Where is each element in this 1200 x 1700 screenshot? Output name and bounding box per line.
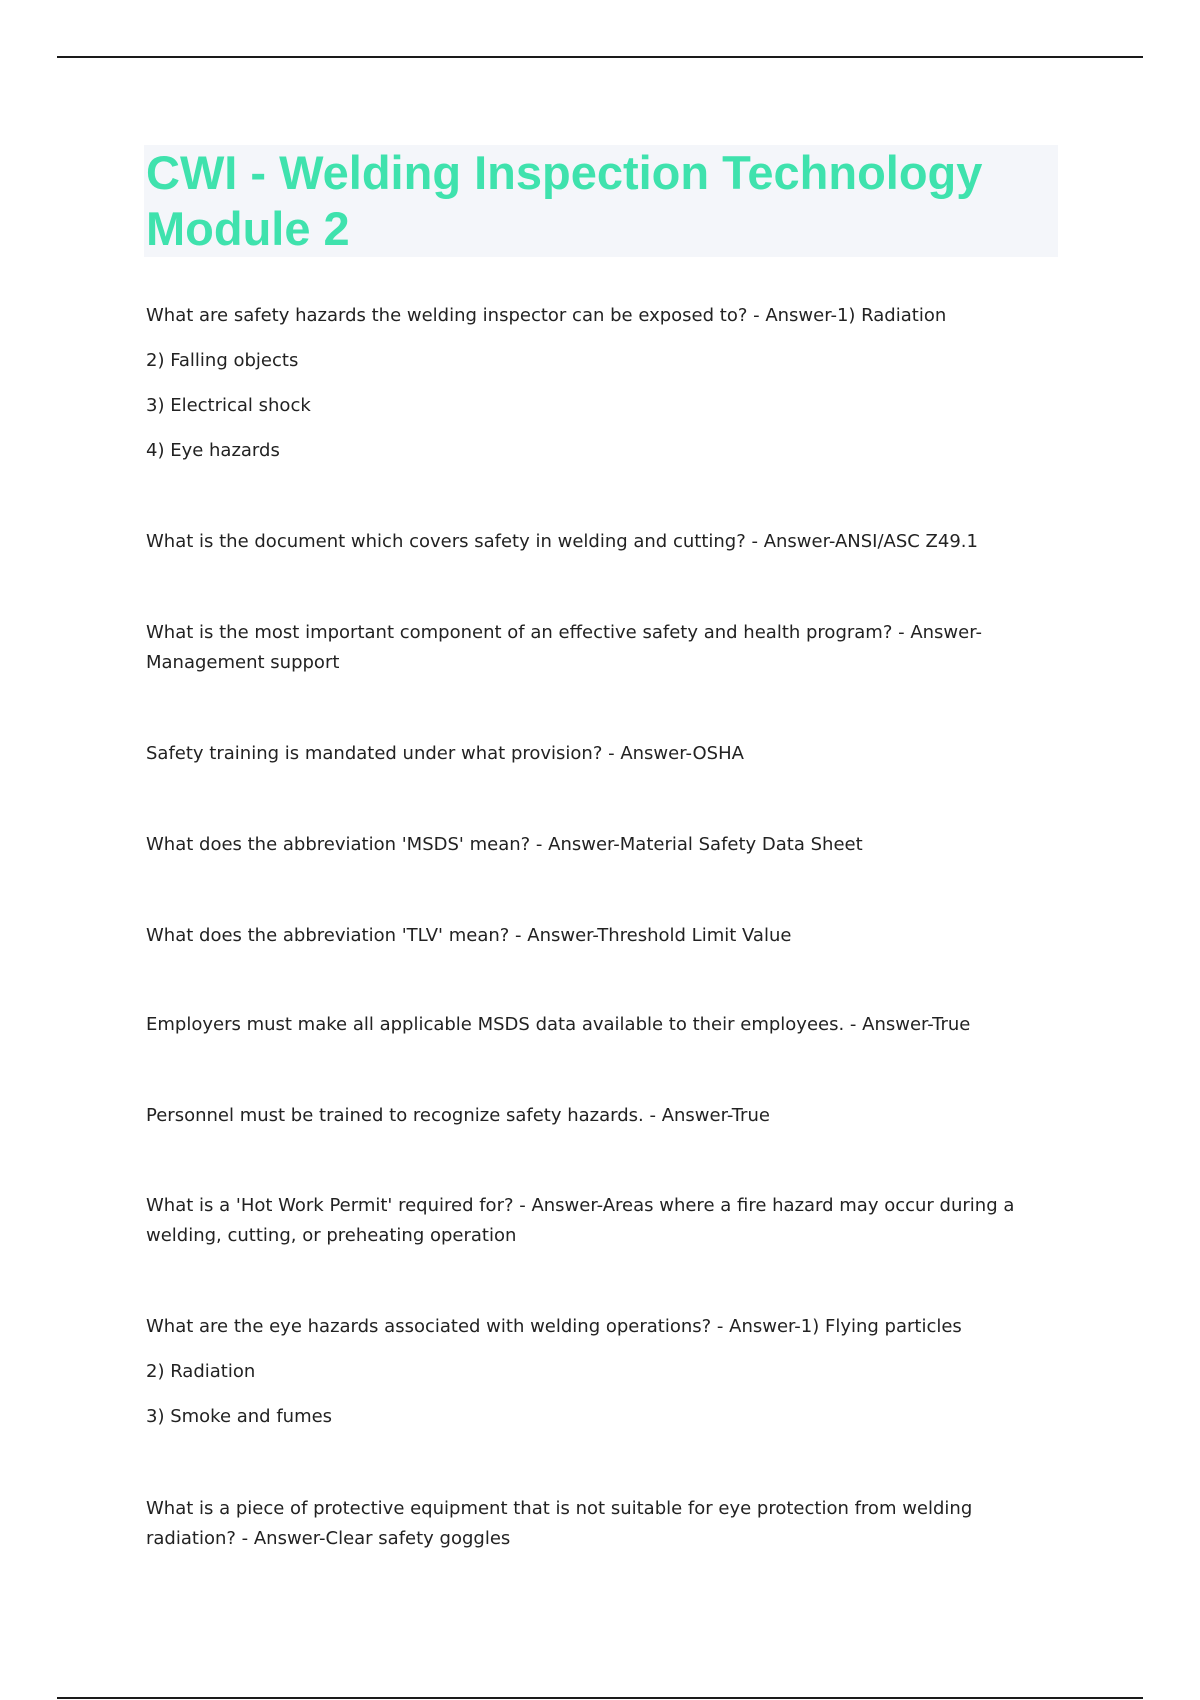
question-text: What does the abbreviation 'TLV' mean? - Answer-Threshold Limit Value — [146, 925, 792, 946]
title-banner — [144, 145, 1058, 257]
question-text: What is a piece of protective equipment that is not suitable for eye protection from welding — [146, 1498, 973, 1519]
qa-block-9 — [146, 1191, 1046, 1251]
qa-block-8 — [146, 1101, 1046, 1131]
top-rule — [57, 56, 1143, 58]
qa-block-6 — [146, 921, 1046, 951]
qa-block-3 — [146, 618, 1046, 678]
bottom-rule — [57, 1697, 1143, 1699]
question-text: What is the document which covers safety in welding and cutting? - Answer-ANSI/ASC Z49.1 — [146, 531, 978, 552]
qa-block-11 — [146, 1494, 1046, 1554]
qa-block-1 — [146, 301, 1046, 481]
answer-list-item: 2) Radiation — [146, 1361, 256, 1382]
question-text: What is the most important component of an effective safety and health program? - Answer- — [146, 622, 982, 643]
title-line-1: CWI - Welding Inspection Technology — [146, 146, 983, 199]
answer-list-item: 3) Electrical shock — [146, 395, 311, 416]
question-text: What are safety hazards the welding inspector can be exposed to? - Answer-1) Radiation — [146, 305, 947, 326]
question-text: Employers must make all applicable MSDS data available to their employees. - Answer-True — [146, 1014, 971, 1035]
answer-list-item: 4) Eye hazards — [146, 440, 280, 461]
qa-block-10 — [146, 1312, 1046, 1447]
qa-block-5 — [146, 830, 1046, 860]
answer-list-item: 2) Falling objects — [146, 350, 299, 371]
answer-list-item: 3) Smoke and fumes — [146, 1406, 333, 1427]
question-text: Safety training is mandated under what provision? - Answer-OSHA — [146, 743, 744, 764]
title-line-2: Module 2 — [146, 202, 350, 255]
question-text-continued: welding, cutting, or preheating operation — [146, 1225, 517, 1246]
question-text: What is a 'Hot Work Permit' required for? - Answer-Areas where a fire hazard may occur during a — [146, 1195, 1015, 1216]
document-title — [144, 145, 1058, 257]
qa-block-2 — [146, 527, 1046, 557]
question-text-continued: radiation? - Answer-Clear safety goggles — [146, 1528, 511, 1549]
question-text: What does the abbreviation 'MSDS' mean? - Answer-Material Safety Data Sheet — [146, 834, 863, 855]
question-text: What are the eye hazards associated with welding operations? - Answer-1) Flying particles — [146, 1316, 962, 1337]
qa-block-7 — [146, 1010, 1046, 1040]
question-text: Personnel must be trained to recognize safety hazards. - Answer-True — [146, 1105, 770, 1126]
question-text-continued: Management support — [146, 652, 340, 673]
qa-block-4 — [146, 739, 1046, 769]
